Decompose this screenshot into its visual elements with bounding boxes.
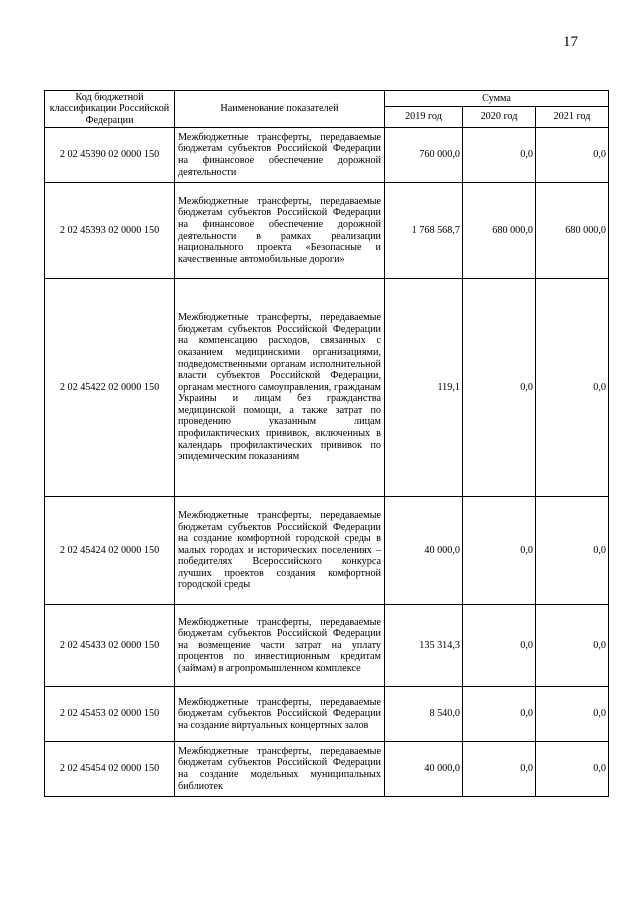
row-value-2021: 0,0 (536, 128, 609, 183)
row-code: 2 02 45393 02 0000 150 (45, 183, 175, 279)
row-value-2021: 0,0 (536, 497, 609, 605)
table-row (45, 497, 609, 605)
row-name: Межбюджетные трансферты, передаваемые бюджетам субъектов Российской Федерации на компенсацию расходов, связанных с оказанием медицинскими организациями, подведомственными органам исполнительной власти субъектов Российской Федерации, органам местного самоуправления, гражданам Украины и лицам без гражданства медицинской помощи, а также затрат по проведению указанным лицам профилактических прививок, включенных в календарь профилактических прививок по эпидемическим показаниям (175, 279, 385, 497)
header-year-2019: 2019 год (385, 107, 463, 128)
row-value-2020: 0,0 (463, 687, 536, 742)
row-value-2020: 0,0 (463, 279, 536, 497)
table-row (45, 279, 609, 497)
header-sum: Сумма (385, 91, 609, 107)
row-value-2021: 680 000,0 (536, 183, 609, 279)
page-number: 17 (563, 34, 578, 50)
row-name: Межбюджетные трансферты, передаваемые бюджетам субъектов Российской Федерации на финансовое обеспечение дорожной деятельности (175, 128, 385, 183)
row-value-2021: 0,0 (536, 742, 609, 797)
row-value-2019: 135 314,3 (385, 605, 463, 687)
row-name: Межбюджетные трансферты, передаваемые бюджетам субъектов Российской Федерации на создание модельных муниципальных библиотек (175, 742, 385, 797)
table-row (45, 128, 609, 183)
row-code: 2 02 45433 02 0000 150 (45, 605, 175, 687)
row-value-2020: 680 000,0 (463, 183, 536, 279)
row-code: 2 02 45390 02 0000 150 (45, 128, 175, 183)
header-code: Код бюджетной классификации Российской Федерации (45, 91, 175, 128)
row-code: 2 02 45454 02 0000 150 (45, 742, 175, 797)
table-row (45, 687, 609, 742)
table-row (45, 742, 609, 797)
row-code: 2 02 45424 02 0000 150 (45, 497, 175, 605)
header-year-2021: 2021 год (536, 107, 609, 128)
row-value-2019: 1 768 568,7 (385, 183, 463, 279)
row-value-2021: 0,0 (536, 605, 609, 687)
row-value-2020: 0,0 (463, 605, 536, 687)
row-value-2020: 0,0 (463, 128, 536, 183)
header-name: Наименование показателей (175, 91, 385, 128)
row-value-2020: 0,0 (463, 497, 536, 605)
row-value-2021: 0,0 (536, 687, 609, 742)
row-value-2019: 119,1 (385, 279, 463, 497)
row-value-2019: 40 000,0 (385, 742, 463, 797)
row-name: Межбюджетные трансферты, передаваемые бюджетам субъектов Российской Федерации на возмещение части затрат на уплату процентов по инвестиционным кредитам (займам) в агропромышленном комплексе (175, 605, 385, 687)
row-code: 2 02 45453 02 0000 150 (45, 687, 175, 742)
table-row (45, 605, 609, 687)
row-name: Межбюджетные трансферты, передаваемые бюджетам субъектов Российской Федерации на создание виртуальных концертных залов (175, 687, 385, 742)
table-row (45, 183, 609, 279)
row-value-2019: 8 540,0 (385, 687, 463, 742)
budget-table (44, 90, 609, 797)
header-year-2020: 2020 год (463, 107, 536, 128)
row-name: Межбюджетные трансферты, передаваемые бюджетам субъектов Российской Федерации на создание комфортной городской среды в малых городах и исторических поселениях – победителях Всероссийского конкурса лучших проектов создания комфортной городской среды (175, 497, 385, 605)
row-code: 2 02 45422 02 0000 150 (45, 279, 175, 497)
row-value-2019: 760 000,0 (385, 128, 463, 183)
row-value-2020: 0,0 (463, 742, 536, 797)
row-value-2019: 40 000,0 (385, 497, 463, 605)
row-name: Межбюджетные трансферты, передаваемые бюджетам субъектов Российской Федерации на финансовое обеспечение дорожной деятельности в рамках реализации национального проекта «Безопасные и качественные автомобильные дороги» (175, 183, 385, 279)
row-value-2021: 0,0 (536, 279, 609, 497)
